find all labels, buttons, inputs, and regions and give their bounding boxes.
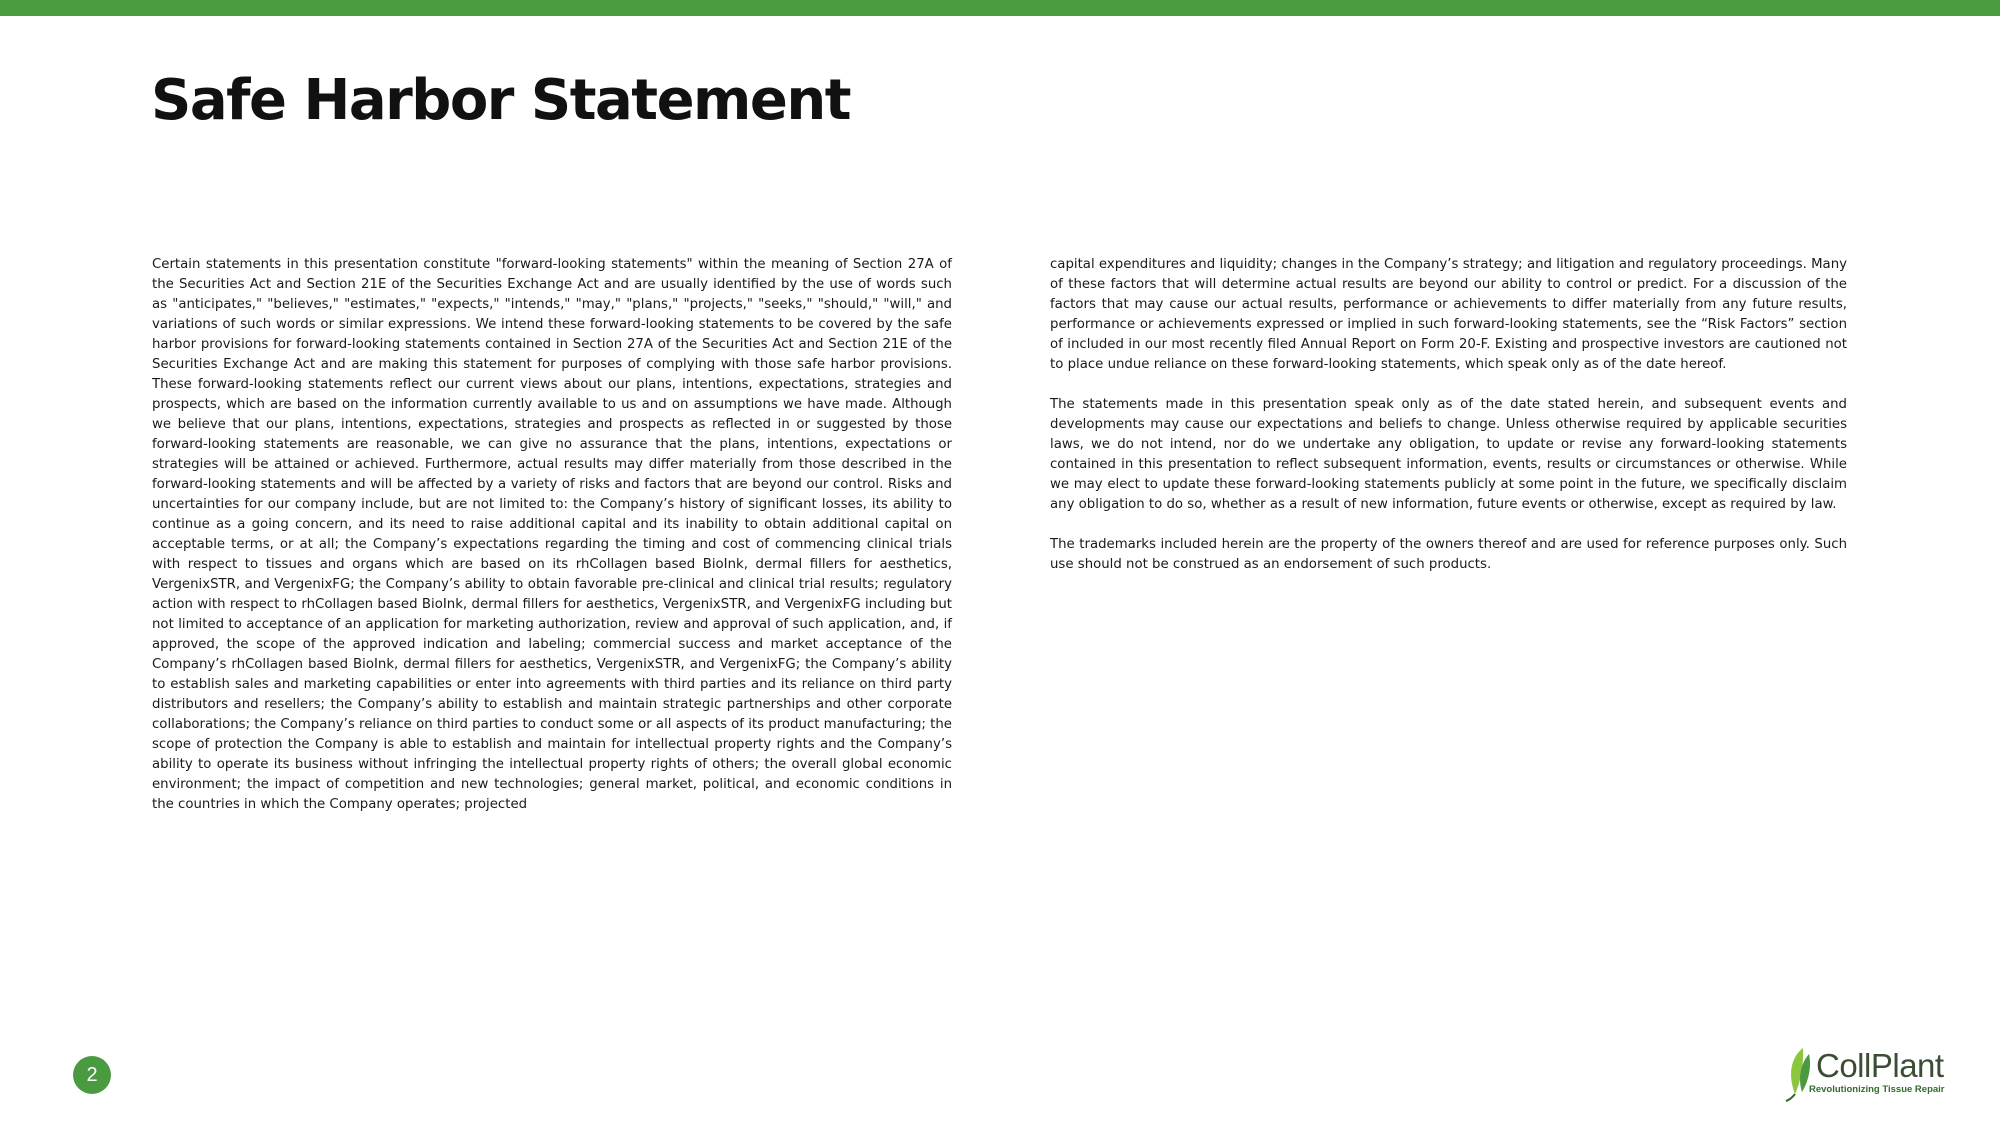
page-number-badge: 2 — [73, 1056, 111, 1094]
update-disclaimer-paragraph: The statements made in this presentation speak only as of the date stated herein, and subsequent events and developments may cause our expectations and beliefs to change. Unless otherwise required by applicable securities laws, we do not intend, nor do we undertake any obligation, to update or revise any forward-looking statements contained in this presentation to reflect subsequent information, events, results or circumstances or otherwise. While we may elect to update these forward-looking statements publicly at some point in the future, we specifically disclaim any obligation to do so, whether as a result of new information, future events or otherwise, except as required by law. — [1050, 397, 1847, 512]
logo-wordmark: CollPlant — [1816, 1047, 1944, 1084]
slide-title: Safe Harbor Statement — [151, 68, 851, 133]
safe-harbor-paragraph: Certain statements in this presentation constitute "forward-looking statements" within the meaning of Section 27A of the Securities Act and Section 21E of the Securities Exchange Act and are usually identified by the use of words such as "anticipates," "believes," "estimates," "expects," "intends," "may," "plans," "projects," "seeks," "should," "will," and variations of such words or similar expressions. We intend these forward-looking statements to be covered by the safe harbor provisions for forward-looking statements contained in Section 27A of the Securities Act and Section 21E of the Securities Exchange Act and are making this statement for purposes of complying with those safe harbor provisions. These forward-looking statements reflect our current views about our plans, intentions, expectations, strategies and prospects, which are based on the information currently available to us and on assumptions we have made. Although we believe that our plans, intentions, expectations, strategies and prospects as reflected in or suggested by those forward-looking statements are reasonable, we can give no assurance that the plans, intentions, expectations or strategies will be attained or achieved. Furthermore, actual results may differ materially from those described in the forward-looking statements and will be affected by a variety of risks and factors that are beyond our control. Risks and uncertainties for our company include, but are not limited to: the Company’s history of significant losses, its ability to continue as a going concern, and its need to raise additional capital and its inability to obtain additional capital on acceptable terms, or at all; the Company’s expectations regarding the timing and cost of commencing clinical trials with respect to tissues and organs which are based on its rhCollagen based BioInk, dermal fillers for aesthetics, VergenixSTR, and VergenixFG; the Company’s ability to obtain favorable pre-clinical and clinical trial results; regulatory action with respect to rhCollagen based BioInk, dermal fillers for aesthetics, VergenixSTR, and VergenixFG including but not limited to acceptance of an application for marketing authorization, review and approval of such application, and, if approved, the scope of the approved indication and labeling; commercial success and market acceptance of the Company’s rhCollagen based BioInk, dermal fillers for aesthetics, VergenixSTR, and VergenixFG; the Company’s ability to establish sales and marketing capabilities or enter into agreements with third parties and its reliance on third party distributors and resellers; the Company’s ability to establish and maintain strategic partnerships and other corporate collaborations; the Company’s reliance on third parties to conduct some or all aspects of its product manufacturing; the scope of protection the Company is able to establish and maintain for intellectual property rights and the Company’s ability to operate its business without infringing the intellectual property rights of others; the overall global economic environment; the impact of competition and new technologies; general market, political, and economic conditions in the countries in which the Company operates; projected — [152, 257, 952, 812]
logo-tagline: Revolutionizing Tissue Repair — [1809, 1084, 1945, 1095]
top-accent-bar — [0, 0, 2000, 16]
collplant-logo — [1782, 1046, 1945, 1102]
trademarks-paragraph: The trademarks included herein are the property of the owners thereof and are used for reference purposes only. Such use should not be construed as an endorsement of such products. — [1050, 537, 1847, 572]
right-text-column — [1050, 255, 1847, 575]
risk-factors-paragraph: capital expenditures and liquidity; changes in the Company’s strategy; and litigation and regulatory proceedings. Many of these factors that will determine actual results are beyond our ability to control or predict. For a discussion of the factors that may cause our actual results, performance or achievements to differ materially from any future results, performance or achievements expressed or implied in such forward-looking statements, see the “Risk Factors” section of included in our most recently filed Annual Report on Form 20-F. Existing and prospective investors are cautioned not to place undue reliance on these forward-looking statements, which speak only as of the date hereof. — [1050, 257, 1847, 372]
left-text-column — [152, 255, 952, 815]
